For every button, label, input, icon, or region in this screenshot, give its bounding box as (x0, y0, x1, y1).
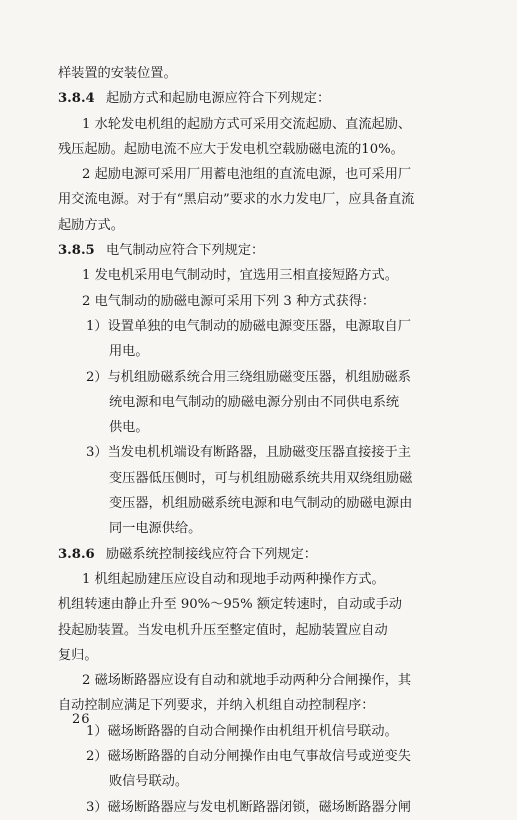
line-text: 1 水轮发电机组的起励方式可采用交流起励、直流起励、 (82, 116, 412, 132)
text-line (58, 643, 457, 668)
line-text: 供电。 (109, 420, 149, 436)
text-line (58, 795, 457, 820)
clause-number: 3.8.6 (58, 546, 95, 562)
text-line (58, 390, 457, 415)
line-text: 2 磁场断路器应设有自动和就地手动两种分合闸操作，其 (82, 673, 412, 689)
line-text: 残压起励。起励电流不应大于发电机空载励磁电流的10%。 (58, 141, 404, 157)
clause-text: 励磁系统控制接线应符合下列规定： (106, 546, 317, 562)
text-line (58, 618, 457, 643)
line-text: 样装置的安装位置。 (58, 66, 177, 81)
text-line (58, 187, 457, 212)
text-line (58, 744, 457, 769)
text-line (58, 415, 457, 440)
text-line (58, 339, 457, 364)
clause-heading (58, 238, 457, 263)
clause-number: 3.8.5 (58, 243, 95, 259)
text-line (58, 592, 457, 617)
text-line (58, 769, 457, 794)
page-number: 26 (72, 712, 91, 727)
line-text: 3）磁场断路器应与发电机断路器闭锁，磁场断路器分闸 (86, 799, 411, 815)
text-line (58, 440, 457, 465)
text-line (58, 314, 457, 339)
line-text: 败信号联动。 (109, 774, 189, 790)
line-text: 3）当发电机机端设有断路器，且励磁变压器直接接于主 (86, 445, 411, 461)
text-line (58, 719, 457, 744)
clause-text: 起励方式和起励电源应符合下列规定： (106, 91, 331, 107)
line-text: 2 电气制动的励磁电源可采用下列 3 种方式获得： (82, 293, 376, 309)
line-text: 1 发电机采用电气制动时，宜选用三相直接短路方式。 (82, 268, 398, 284)
line-text: 1 机组起励建压应设自动和现地手动两种操作方式。 (82, 571, 385, 587)
clause-heading (58, 542, 457, 567)
body-text (58, 61, 457, 820)
line-text: 1）设置单独的电气制动的励磁电源变压器，电源取自厂 (86, 318, 411, 334)
line-text: 投起励装置。当发电机升压至整定值时，起励装置应自动 (58, 622, 388, 638)
line-text: 2）与机组励磁系统合用三绕组励磁变压器，机组励磁系 (86, 369, 411, 385)
line-text: 2）磁场断路器的自动分闸操作由电气事故信号或逆变失 (86, 749, 411, 765)
text-line (58, 263, 457, 288)
text-line (58, 466, 457, 491)
line-text: 统电源和电气制动的励磁电源分别由不同供电系统 (109, 394, 400, 410)
text-line (58, 516, 457, 541)
line-text: 自动控制应满足下列要求，并纳入机组自动控制程序： (58, 698, 375, 714)
clause-heading (58, 86, 457, 111)
line-text: 变压器，机组励磁系统电源和电气制动的励磁电源由 (109, 496, 413, 512)
line-text: 机组转速由静止升至 90%～95% 额定转速时，自动或手动 (58, 597, 402, 613)
clause-text: 电气制动应符合下列规定： (106, 243, 265, 259)
clause-number: 3.8.4 (58, 91, 95, 107)
text-line (58, 213, 457, 238)
text-line (58, 668, 457, 693)
text-line (58, 567, 457, 592)
line-text: 用交流电源。对于有“黑启动”要求的水力发电厂，应具备直流 (58, 192, 415, 208)
text-line (58, 289, 457, 314)
text-line (58, 693, 457, 718)
text-line (58, 365, 457, 390)
text-line (58, 112, 457, 137)
text-line (58, 162, 457, 187)
line-text: 起励方式。 (58, 217, 124, 233)
text-line (58, 61, 457, 86)
line-text: 复归。 (58, 647, 98, 663)
line-text: 2 起励电源可采用厂用蓄电池组的直流电源，也可采用厂 (82, 167, 412, 183)
line-text: 变压器低压侧时，可与机组励磁系统共用双绕组励磁 (109, 470, 413, 486)
line-text: 同一电源供给。 (109, 521, 202, 537)
text-line (58, 491, 457, 516)
line-text: 1）磁场断路器的自动合闸操作由机组开机信号联动。 (86, 723, 398, 739)
line-text: 用电。 (109, 344, 149, 360)
text-line (58, 137, 457, 162)
